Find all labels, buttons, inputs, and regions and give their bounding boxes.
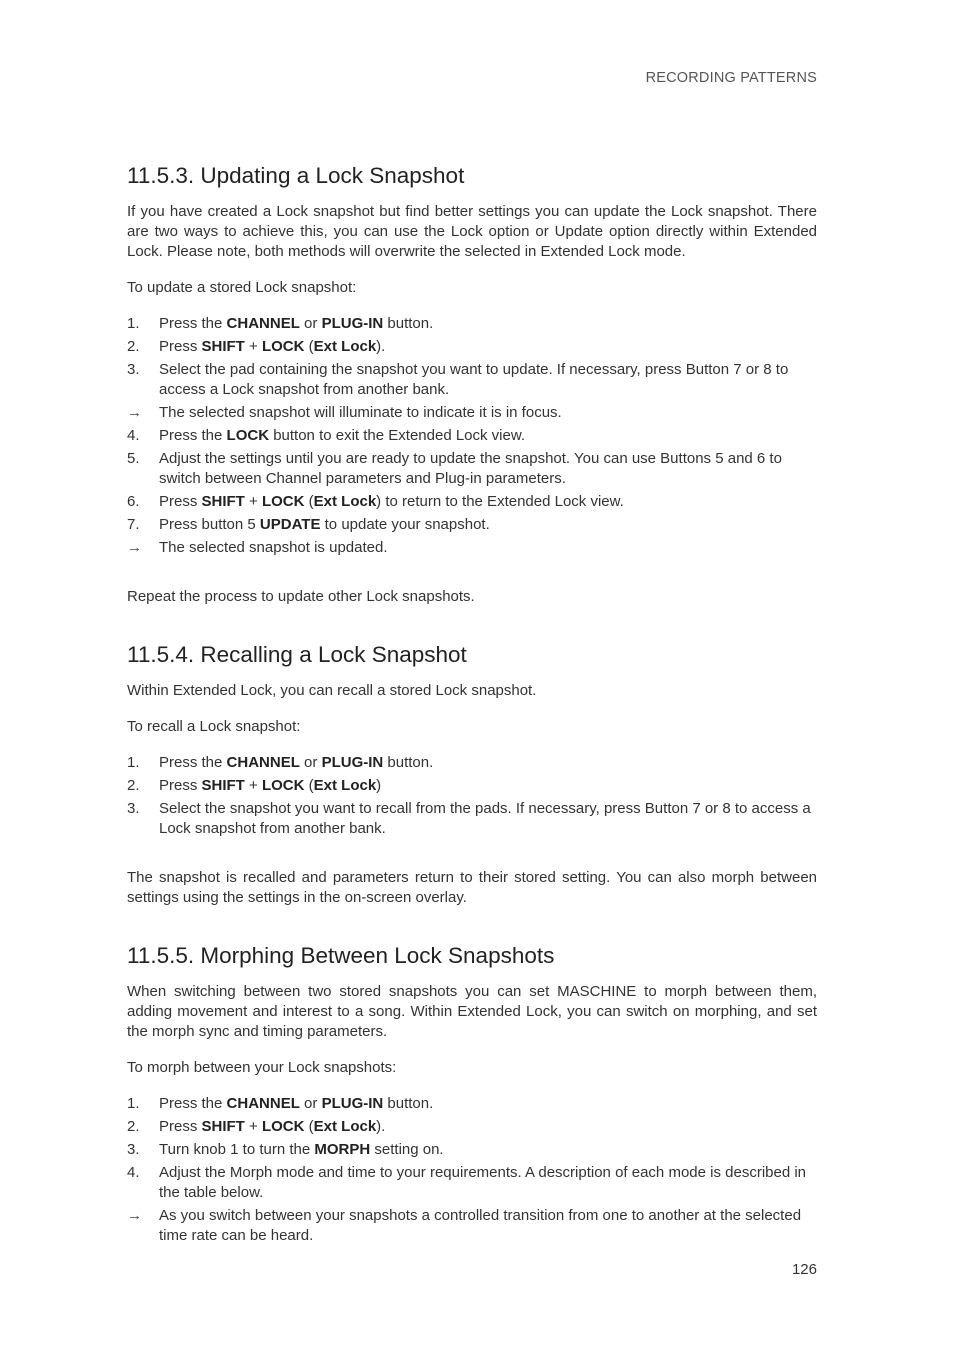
step-text: Press the bbox=[159, 315, 227, 332]
steps-list bbox=[127, 314, 817, 558]
control-name: LOCK bbox=[261, 777, 305, 794]
step-text: Select the pad containing the snapshot you want to update. If necessary, press Button 7 or 8 to access a Lock snapshot from another bank. bbox=[159, 361, 789, 398]
control-name: SHIFT bbox=[201, 338, 245, 355]
step-item bbox=[127, 449, 817, 489]
control-name: Ext Lock bbox=[313, 777, 377, 794]
control-name: PLUG-IN bbox=[321, 754, 384, 771]
step-item bbox=[127, 753, 817, 773]
step-number: 3. bbox=[127, 361, 140, 378]
step-text: or bbox=[299, 754, 322, 771]
step-text: Select the snapshot you want to recall from the pads. If necessary, press Button 7 or 8 to access a Lock snapshot from another bank. bbox=[159, 800, 811, 837]
running-header: RECORDING PATTERNS bbox=[645, 70, 817, 86]
section-intro: If you have created a Lock snapshot but find better settings you can update the Lock snapshot. There are two ways to achieve this, you can use the Lock option or Update option directly within Extended Lock. Please note, both methods will overwrite the selected in Extended Lock mode. bbox=[127, 203, 817, 260]
step-result bbox=[127, 403, 817, 423]
section-outro: The snapshot is recalled and parameters return to their stored setting. You can also morph between settings using the settings in the on-screen overlay. bbox=[127, 869, 817, 906]
step-item bbox=[127, 492, 817, 512]
step-item bbox=[127, 1163, 817, 1203]
step-text: to update your snapshot. bbox=[320, 516, 490, 533]
step-text: Press bbox=[159, 1118, 202, 1135]
step-text: Adjust the settings until you are ready to update the snapshot. You can use Buttons 5 and 6 to switch between Channel parameters and Plug-in parameters. bbox=[159, 450, 782, 487]
step-text: ). bbox=[376, 1118, 386, 1135]
step-text: or bbox=[299, 315, 322, 332]
step-number: 2. bbox=[127, 338, 140, 355]
step-text: setting on. bbox=[370, 1141, 444, 1158]
step-text: The selected snapshot is updated. bbox=[159, 539, 388, 556]
section-intro: When switching between two stored snapshots you can set MASCHINE to morph between them, adding movement and interest to a song. Within Extended Lock, you can switch on morphing, and set the morph sync and timing parameters. bbox=[127, 983, 817, 1040]
step-number: 1. bbox=[127, 1095, 140, 1112]
steps-list bbox=[127, 1094, 817, 1246]
step-text: Adjust the Morph mode and time to your requirements. A description of each mode is described in the table below. bbox=[159, 1164, 807, 1201]
step-text: ( bbox=[304, 1118, 314, 1135]
section-outro: Repeat the process to update other Lock snapshots. bbox=[127, 588, 475, 605]
control-name: SHIFT bbox=[201, 777, 245, 794]
control-name: PLUG-IN bbox=[321, 315, 384, 332]
control-name: Ext Lock bbox=[313, 338, 377, 355]
step-item bbox=[127, 337, 817, 357]
step-text: + bbox=[244, 338, 262, 355]
step-text: or bbox=[299, 1095, 322, 1112]
section-morphing-lock-snapshots bbox=[127, 940, 817, 1246]
step-text: + bbox=[244, 493, 262, 510]
step-item bbox=[127, 799, 817, 839]
step-number: 6. bbox=[127, 493, 140, 510]
control-name: Ext Lock bbox=[313, 1118, 377, 1135]
step-text: As you switch between your snapshots a controlled transition from one to another at the selected time rate can be heard. bbox=[159, 1207, 802, 1244]
control-name: CHANNEL bbox=[226, 315, 300, 332]
step-number: 7. bbox=[127, 516, 140, 533]
step-number: 1. bbox=[127, 754, 140, 771]
step-item bbox=[127, 1117, 817, 1137]
step-item bbox=[127, 515, 817, 535]
step-item bbox=[127, 314, 817, 334]
control-name: UPDATE bbox=[259, 516, 321, 533]
step-item bbox=[127, 426, 817, 446]
section-title: 11.5.3. Updating a Lock Snapshot bbox=[127, 163, 465, 188]
steps-lead: To recall a Lock snapshot: bbox=[127, 718, 301, 735]
section-title: 11.5.4. Recalling a Lock Snapshot bbox=[127, 642, 467, 667]
section-recalling-lock-snapshot bbox=[127, 639, 817, 908]
step-number: 4. bbox=[127, 1164, 140, 1181]
control-name: LOCK bbox=[261, 338, 305, 355]
step-text: + bbox=[244, 777, 262, 794]
control-name: CHANNEL bbox=[226, 754, 300, 771]
step-text: ) to return to the Extended Lock view. bbox=[376, 493, 624, 510]
result-arrow-icon: → bbox=[127, 1207, 142, 1224]
control-name: PLUG-IN bbox=[321, 1095, 384, 1112]
step-text: Turn knob 1 to turn the bbox=[159, 1141, 315, 1158]
step-text: button. bbox=[383, 1095, 434, 1112]
step-text: Press bbox=[159, 777, 202, 794]
step-text: Press the bbox=[159, 427, 227, 444]
step-text: Press the bbox=[159, 1095, 227, 1112]
step-number: 2. bbox=[127, 1118, 140, 1135]
section-updating-lock-snapshot bbox=[127, 160, 817, 607]
steps-lead: To morph between your Lock snapshots: bbox=[127, 1059, 397, 1076]
control-name: LOCK bbox=[261, 1118, 305, 1135]
steps-list bbox=[127, 753, 817, 839]
step-text: The selected snapshot will illuminate to indicate it is in focus. bbox=[159, 404, 562, 421]
steps-lead: To update a stored Lock snapshot: bbox=[127, 279, 357, 296]
step-text: Press bbox=[159, 338, 202, 355]
section-title: 11.5.5. Morphing Between Lock Snapshots bbox=[127, 943, 555, 968]
section-intro: Within Extended Lock, you can recall a stored Lock snapshot. bbox=[127, 682, 537, 699]
step-text: Press bbox=[159, 493, 202, 510]
step-number: 5. bbox=[127, 450, 140, 467]
control-name: MORPH bbox=[314, 1141, 371, 1158]
control-name: LOCK bbox=[261, 493, 305, 510]
step-text: ( bbox=[304, 338, 314, 355]
control-name: SHIFT bbox=[201, 1118, 245, 1135]
step-number: 1. bbox=[127, 315, 140, 332]
step-item bbox=[127, 1094, 817, 1114]
page-content bbox=[127, 160, 817, 1249]
step-text: ( bbox=[304, 493, 314, 510]
control-name: LOCK bbox=[226, 427, 270, 444]
step-result bbox=[127, 538, 817, 558]
step-number: 2. bbox=[127, 777, 140, 794]
result-arrow-icon: → bbox=[127, 539, 142, 556]
control-name: Ext Lock bbox=[313, 493, 377, 510]
step-item bbox=[127, 360, 817, 400]
step-text: button. bbox=[383, 315, 434, 332]
step-number: 3. bbox=[127, 800, 140, 817]
step-number: 3. bbox=[127, 1141, 140, 1158]
step-text: button. bbox=[383, 754, 434, 771]
step-text: + bbox=[244, 1118, 262, 1135]
step-number: 4. bbox=[127, 427, 140, 444]
control-name: SHIFT bbox=[201, 493, 245, 510]
step-text: button to exit the Extended Lock view. bbox=[269, 427, 526, 444]
step-text: Press the bbox=[159, 754, 227, 771]
control-name: CHANNEL bbox=[226, 1095, 300, 1112]
step-text: ( bbox=[304, 777, 314, 794]
step-text: ) bbox=[376, 777, 382, 794]
step-text: Press button 5 bbox=[159, 516, 260, 533]
step-item bbox=[127, 1140, 817, 1160]
page-number: 126 bbox=[791, 1261, 817, 1278]
result-arrow-icon: → bbox=[127, 404, 142, 421]
step-text: ). bbox=[376, 338, 386, 355]
step-result bbox=[127, 1206, 817, 1246]
step-item bbox=[127, 776, 817, 796]
